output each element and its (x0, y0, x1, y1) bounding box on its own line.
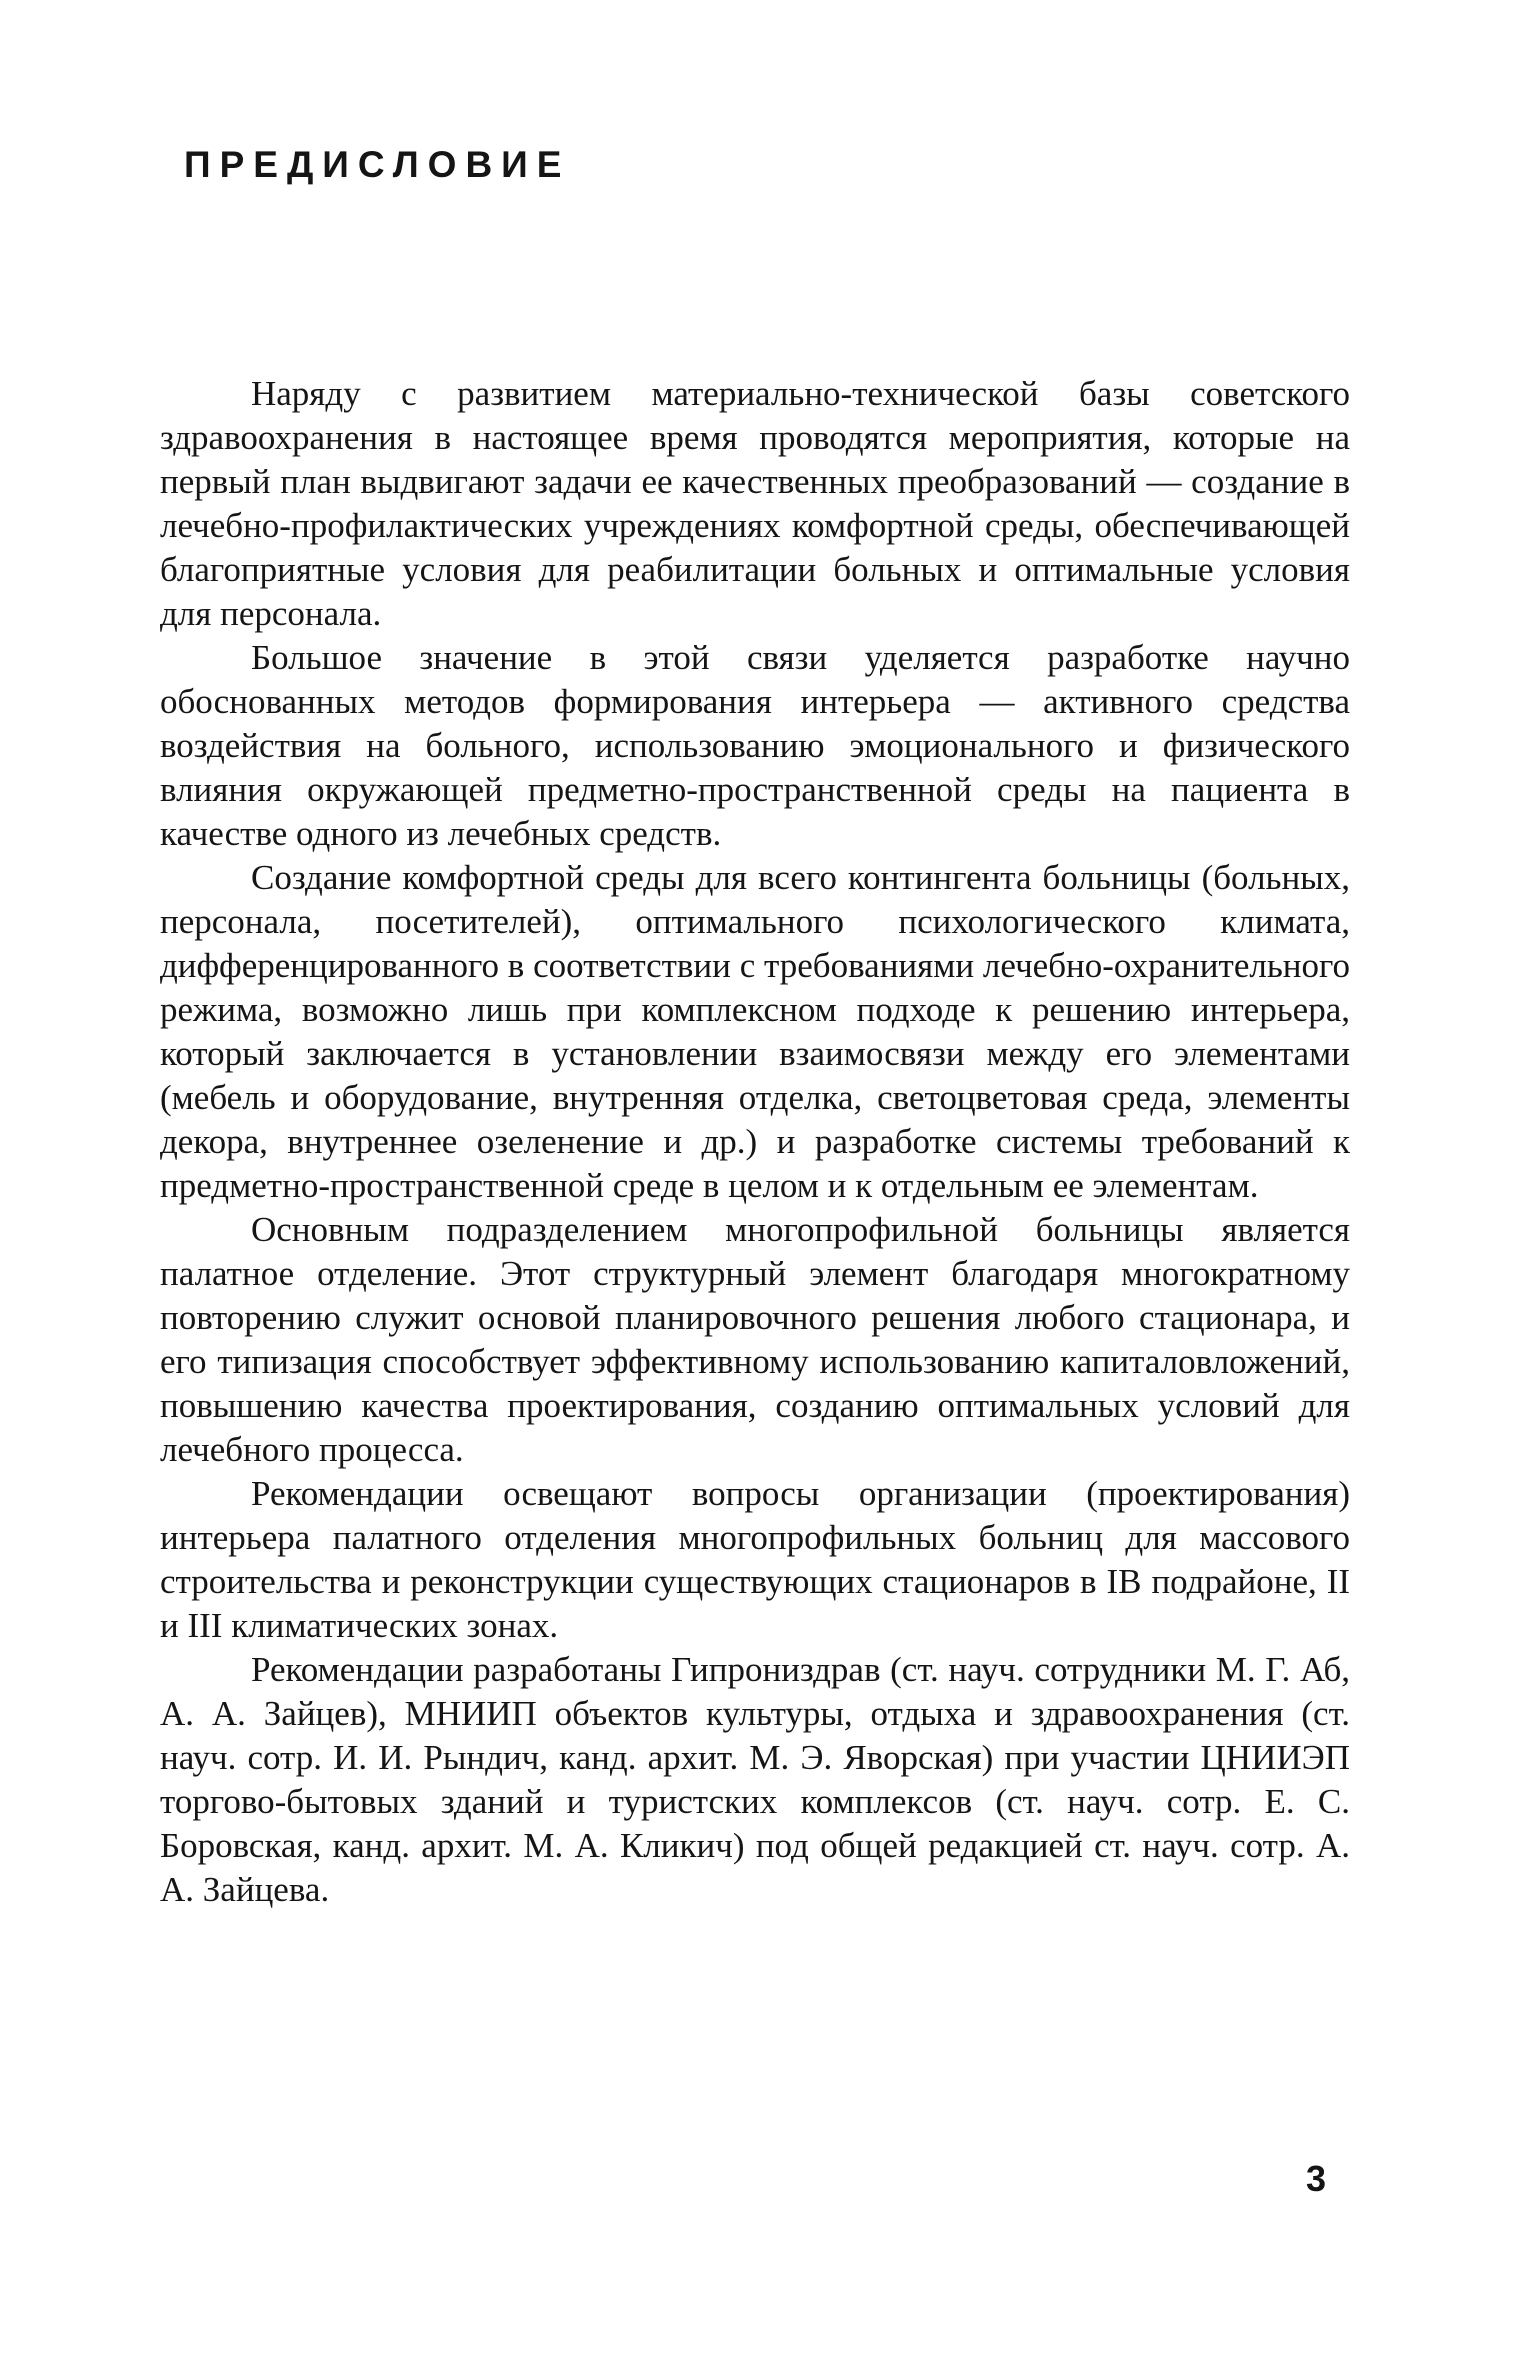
paragraph-ward-department: Основным подразделением многопрофильной больницы является палатное отделение. Этот структурный элемент благодаря многократному повторению служит основой планировочного решения любого стационара, и его типизация способствует эффективному использованию капиталовложений, повышению качества проектирования, созданию оптимальных условий для лечебного процесса. (160, 1210, 1350, 1469)
paragraph-recommendations-scope: Рекомендации освещают вопросы организации (проектирования) интерьера палатного отделения многопрофильных больниц для массового строительства и реконструкции существующих стационаров в IB подрайоне, II и III климатических зонах. (160, 1474, 1350, 1645)
paragraph-intro: Наряду с развитием материально-технической базы советского здравоохранения в настоящее время проводятся мероприятия, которые на первый план выдвигают задачи ее качественных преобразований — создание в лечебно-профилактических учреждениях комфортной среды, обеспечивающей благоприятные условия для реабилитации больных и оптимальные условия для персонала. (160, 374, 1350, 633)
page-title: ПРЕДИСЛОВИЕ (184, 144, 571, 185)
paragraph-authors: Рекомендации разработаны Гипрониздрав (ст. науч. сотрудники М. Г. Аб, А. А. Зайцев), МНИИП объектов культуры, отдыха и здравоохранения (ст. науч. сотр. И. И. Рындич, канд. архит. М. Э. Яворская) при участии ЦНИИЭП торгово-бытовых зданий и туристских комплексов (ст. науч. сотр. Е. С. Боровская, канд. архит. М. А. Кликич) под общей редакцией ст. науч. сотр. А. А. Зайцева. (160, 1650, 1350, 1909)
paragraph-comfortable-environment: Создание комфортной среды для всего контингента больницы (больных, персонала, посетителей), оптимального психологического климата, дифференцированного в соответствии с требованиями лечебно-охранительного режима, возможно лишь при комплексном подходе к решению интерьера, который заключается в установлении взаимосвязи между его элементами (мебель и оборудование, внутренняя отделка, светоцветовая среда, элементы декора, внутреннее озеленение и др.) и разработке системы требований к предметно-пространственной среде в целом и к отдельным ее элементам. (160, 858, 1350, 1205)
paragraph-interior-methods: Большое значение в этой связи уделяется разработке научно обоснованных методов формирования интерьера — активного средства воздействия на больного, использованию эмоционального и физического влияния окружающей предметно-пространственной среды на пациента в качестве одного из лечебных средств. (160, 638, 1350, 853)
page-number: 3 (1306, 2158, 1327, 2199)
body-text (160, 372, 1350, 1912)
